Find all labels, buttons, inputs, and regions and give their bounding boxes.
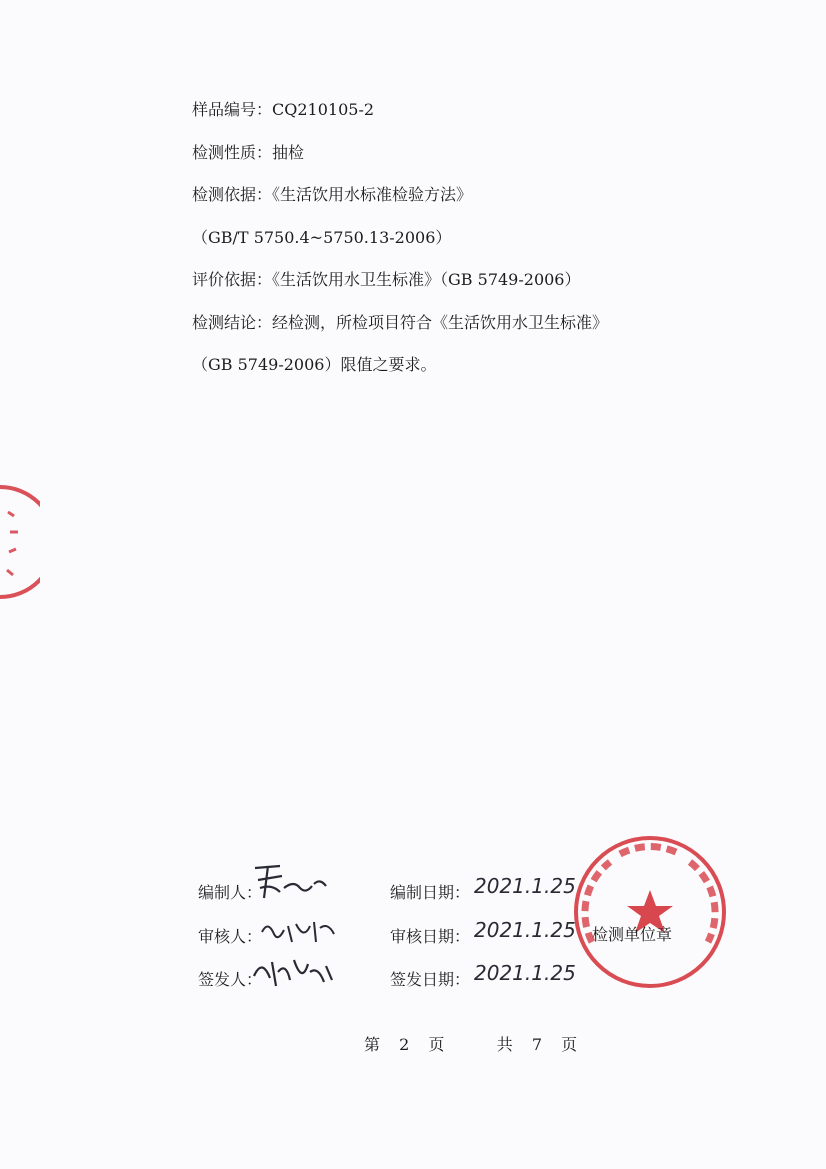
basis-code: （GB/T 5750.4~5750.13-2006） xyxy=(192,228,452,247)
reviewer-label: 审核人： xyxy=(198,927,263,946)
review-date-value: 2021.1.25 xyxy=(474,918,576,942)
stamp-label: 检测单位章 xyxy=(592,925,673,944)
inspection-type-row xyxy=(192,143,304,163)
compiler-signature-icon xyxy=(250,858,340,906)
issuer-signature-icon xyxy=(250,952,340,992)
reviewer-signature-icon xyxy=(258,912,338,948)
sample-number-label: 样品编号： xyxy=(192,100,273,119)
page-current: 2 xyxy=(399,1035,410,1054)
evaluation-label: 评价依据： xyxy=(192,270,273,289)
page-total: 7 xyxy=(531,1035,543,1054)
review-date-label: 审核日期： xyxy=(390,927,471,946)
compile-date-value: 2021.1.25 xyxy=(474,874,576,898)
evaluation-row xyxy=(192,270,581,290)
basis-value: 《生活饮用水标准检验方法》 xyxy=(272,185,473,204)
total-prefix: 共 xyxy=(496,1035,513,1054)
evaluation-value: 《生活饮用水卫生标准》（GB 5749-2006） xyxy=(272,270,581,289)
compiler-label: 编制人： xyxy=(198,883,263,902)
basis-row xyxy=(192,185,472,205)
issue-date-value: 2021.1.25 xyxy=(474,961,576,985)
inspection-type-value: 抽检 xyxy=(272,143,305,162)
page-prefix: 第 xyxy=(364,1035,381,1054)
issuer-label: 签发人： xyxy=(198,970,263,989)
basis-label: 检测依据： xyxy=(192,185,273,204)
edge-seal-icon xyxy=(0,482,40,602)
compile-date-label: 编制日期： xyxy=(390,883,471,902)
conclusion-value: 经检测，所检项目符合《生活饮用水卫生标准》 xyxy=(272,313,609,332)
page-unit: 页 xyxy=(428,1035,445,1054)
sample-number-row xyxy=(192,100,374,120)
sample-number-value: CQ210105-2 xyxy=(272,100,375,119)
page-number xyxy=(360,1032,581,1055)
conclusion-label: 检测结论： xyxy=(192,313,273,332)
conclusion-row xyxy=(192,313,608,333)
inspection-type-label: 检测性质： xyxy=(192,143,273,162)
inspection-seal-icon xyxy=(570,832,730,992)
issue-date-label: 签发日期： xyxy=(390,970,471,989)
conclusion-continuation: （GB 5749-2006）限值之要求。 xyxy=(192,355,437,374)
total-unit: 页 xyxy=(561,1035,578,1054)
